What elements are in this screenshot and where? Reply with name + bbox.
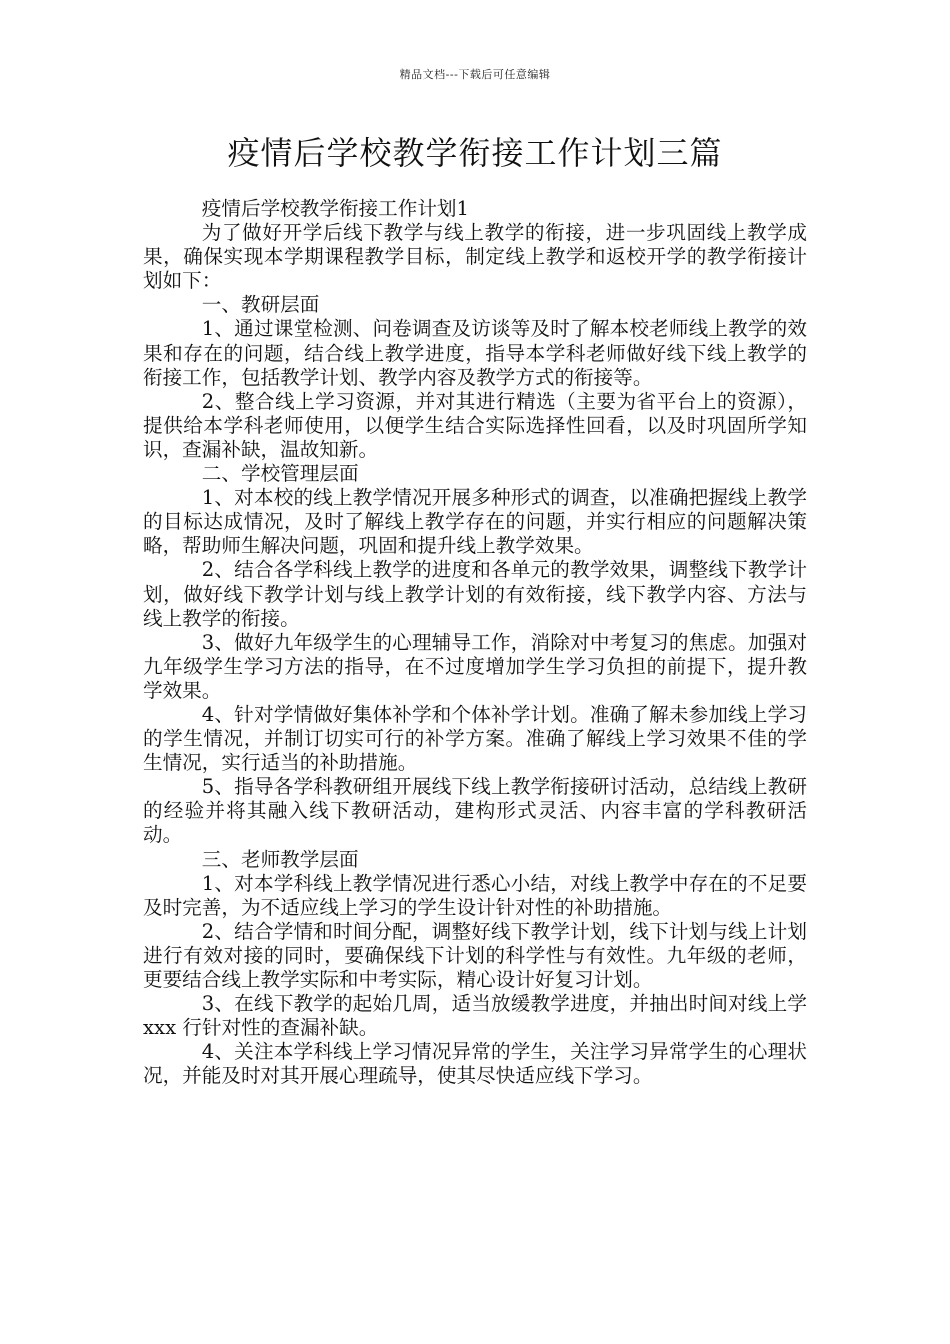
subtitle-paragraph: 疫情后学校教学衔接工作计划1 [201,197,469,220]
section-heading-2: 二、学校管理层面 [201,462,359,486]
section-heading-1: 一、教研层面 [201,293,320,317]
section-heading-3: 三、老师教学层面 [201,847,359,871]
paragraph: 2、整合线上学习资源，并对其进行精选（主要为省平台上的资源），提供给本学科老师使用，以便学生结合实际选择性回看，以及时巩固所学知识，查漏补缺，温故知新。 [143,389,807,461]
paragraph: 4、关注本学科线上学习情况异常的学生，关注学习异常学生的心理状况，并能及时对其开展心理疏导，使其尽快适应线下学习。 [143,1040,807,1088]
paragraph: 2、结合学情和时间分配，调整好线下教学计划，线下计划与线上计划进行有效对接的同时，要确保线下计划的科学性与有效性。九年级的老师，更要结合线上教学实际和中考实际，精心设计好复习计划。 [143,919,807,991]
paragraph: 1、通过课堂检测、问卷调查及访谈等及时了解本校老师线上教学的效果和存在的问题，结合线上教学进度，指导本学科老师做好线下线上教学的衔接工作，包括教学计划、教学内容及教学方式的衔接等。 [143,317,807,389]
paragraph: 3、在线下教学的起始几周，适当放缓教学进度，并抽出时间对线上学 xxx 行针对性的查漏补缺。 [143,992,807,1040]
paragraph: 2、结合各学科线上教学的进度和各单元的教学效果，调整线下教学计划，做好线下教学计划与线上教学计划的有效衔接，线下教学内容、方法与线上教学的衔接。 [143,558,807,630]
paragraph: 4、针对学情做好集体补学和个体补学计划。准确了解未参加线上学习的学生情况，并制订切实可行的补学方案。准确了解线上学习效果不佳的学生情况，实行适当的补助措施。 [143,702,807,775]
paragraph: 5、指导各学科教研组开展线下线上教学衔接研讨活动，总结线上教研的经验并将其融入线下教研活动，建构形式灵活、内容丰富的学科教研活动。 [143,775,807,847]
header-note: 精品文档---下载后可任意编辑 [399,68,551,81]
paragraph: 1、对本校的线上教学情况开展多种形式的调查，以准确把握线上教学的目标达成情况，及时了解线上教学存在的问题，并实行相应的问题解决策略，帮助师生解决问题，巩固和提升线上教学效果。 [143,486,807,558]
paragraph: 1、对本学科线上教学情况进行悉心小结，对线上教学中存在的不足要及时完善，为不适应线上学习的学生设计针对性的补助措施。 [143,871,807,919]
intro-paragraph: 为了做好开学后线下教学与线上教学的衔接，进一步巩固线上教学成果，确保实现本学期课程教学目标，制定线上教学和返校开学的教学衔接计划如下： [143,221,807,293]
document-title: 疫情后学校教学衔接工作计划三篇 [227,134,723,172]
document-body [143,197,807,1088]
paragraph: 3、做好九年级学生的心理辅导工作，消除对中考复习的焦虑。加强对九年级学生学习方法的指导，在不过度增加学生学习负担的前提下，提升教学效果。 [143,630,807,702]
